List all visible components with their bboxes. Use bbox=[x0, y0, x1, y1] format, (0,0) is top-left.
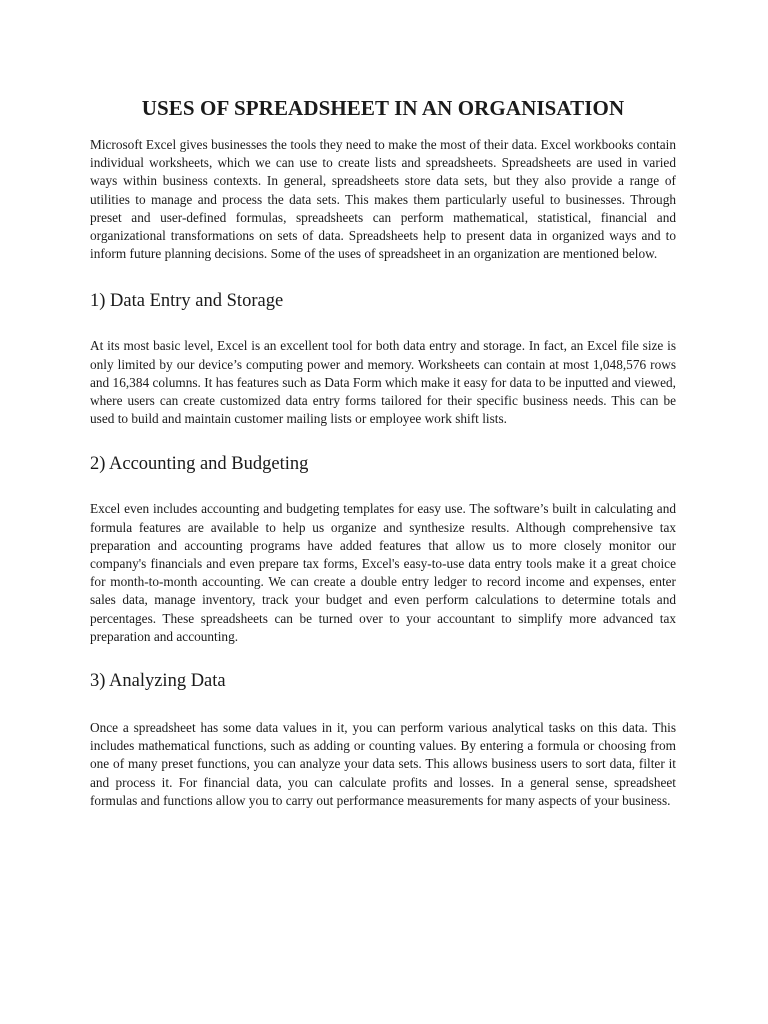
document-title: USES OF SPREADSHEET IN AN ORGANISATION bbox=[141, 96, 625, 120]
section-heading-analyzing: 3) Analyzing Data bbox=[90, 671, 226, 692]
section-heading-data-entry: 1) Data Entry and Storage bbox=[90, 291, 284, 312]
section-body-analyzing: Once a spreadsheet has some data values in it, you can perform various analytical tasks on this data. This includes mathematical functions, such as adding or counting values. By entering a formula or choosing from one of many preset functions, you can analyze your data sets. This allows business users to sort data, filter it and process it. For financial data, you can calculate profits and losses. In a general sense, spreadsheet formulas and functions allow you to carry out performance measurements for many aspects of your business. bbox=[90, 720, 676, 808]
section-body-accounting: Excel even includes accounting and budgeting templates for easy use. The software’s built in calculating and formula features are available to help us organize and synthesize results. Although comprehensive tax preparation and accounting programs have added features that allow us to more closely monitor our company's financials and even prepare tax forms, Excel's easy-to-use data entry tools make it a great choice for month-to-month accounting. We can create a double entry ledger to record income and expenses, enter sales data, manage inventory, track your budget and even perform calculations to determine totals and percentages. These spreadsheets can be turned over to your accountant to simplify more advanced tax preparation and accounting. bbox=[90, 501, 676, 644]
section-body-data-entry: At its most basic level, Excel is an excellent tool for both data entry and storage. In fact, an Excel file size is only limited by our device’s computing power and memory. Worksheets can contain at most 1,048,576 rows and 16,384 columns. It has features such as Data Form which make it easy for data to be inputted and viewed, where users can create customized data entry forms tailored for their specific business needs. This can be used to build and maintain customer mailing lists or employee work shift lists. bbox=[90, 338, 676, 427]
intro-paragraph: Microsoft Excel gives businesses the tools they need to make the most of their data. Excel workbooks contain individual worksheets, which we can use to create lists and spreadsheets. Spreadsheets are used in varied ways within business contexts. In general, spreadsheets store data sets, but they also provide a range of utilities to manage and process the data sets. This makes them particularly useful to businesses. Through preset and user-defined formulas, spreadsheets can perform mathematical, statistical, financial and organizational transformations on sets of data. Spreadsheets help to present data in organized ways and to inform future planning decisions. Some of the uses of spreadsheet in an organization are mentioned below. bbox=[90, 137, 676, 262]
section-heading-accounting: 2) Accounting and Budgeting bbox=[90, 454, 309, 475]
